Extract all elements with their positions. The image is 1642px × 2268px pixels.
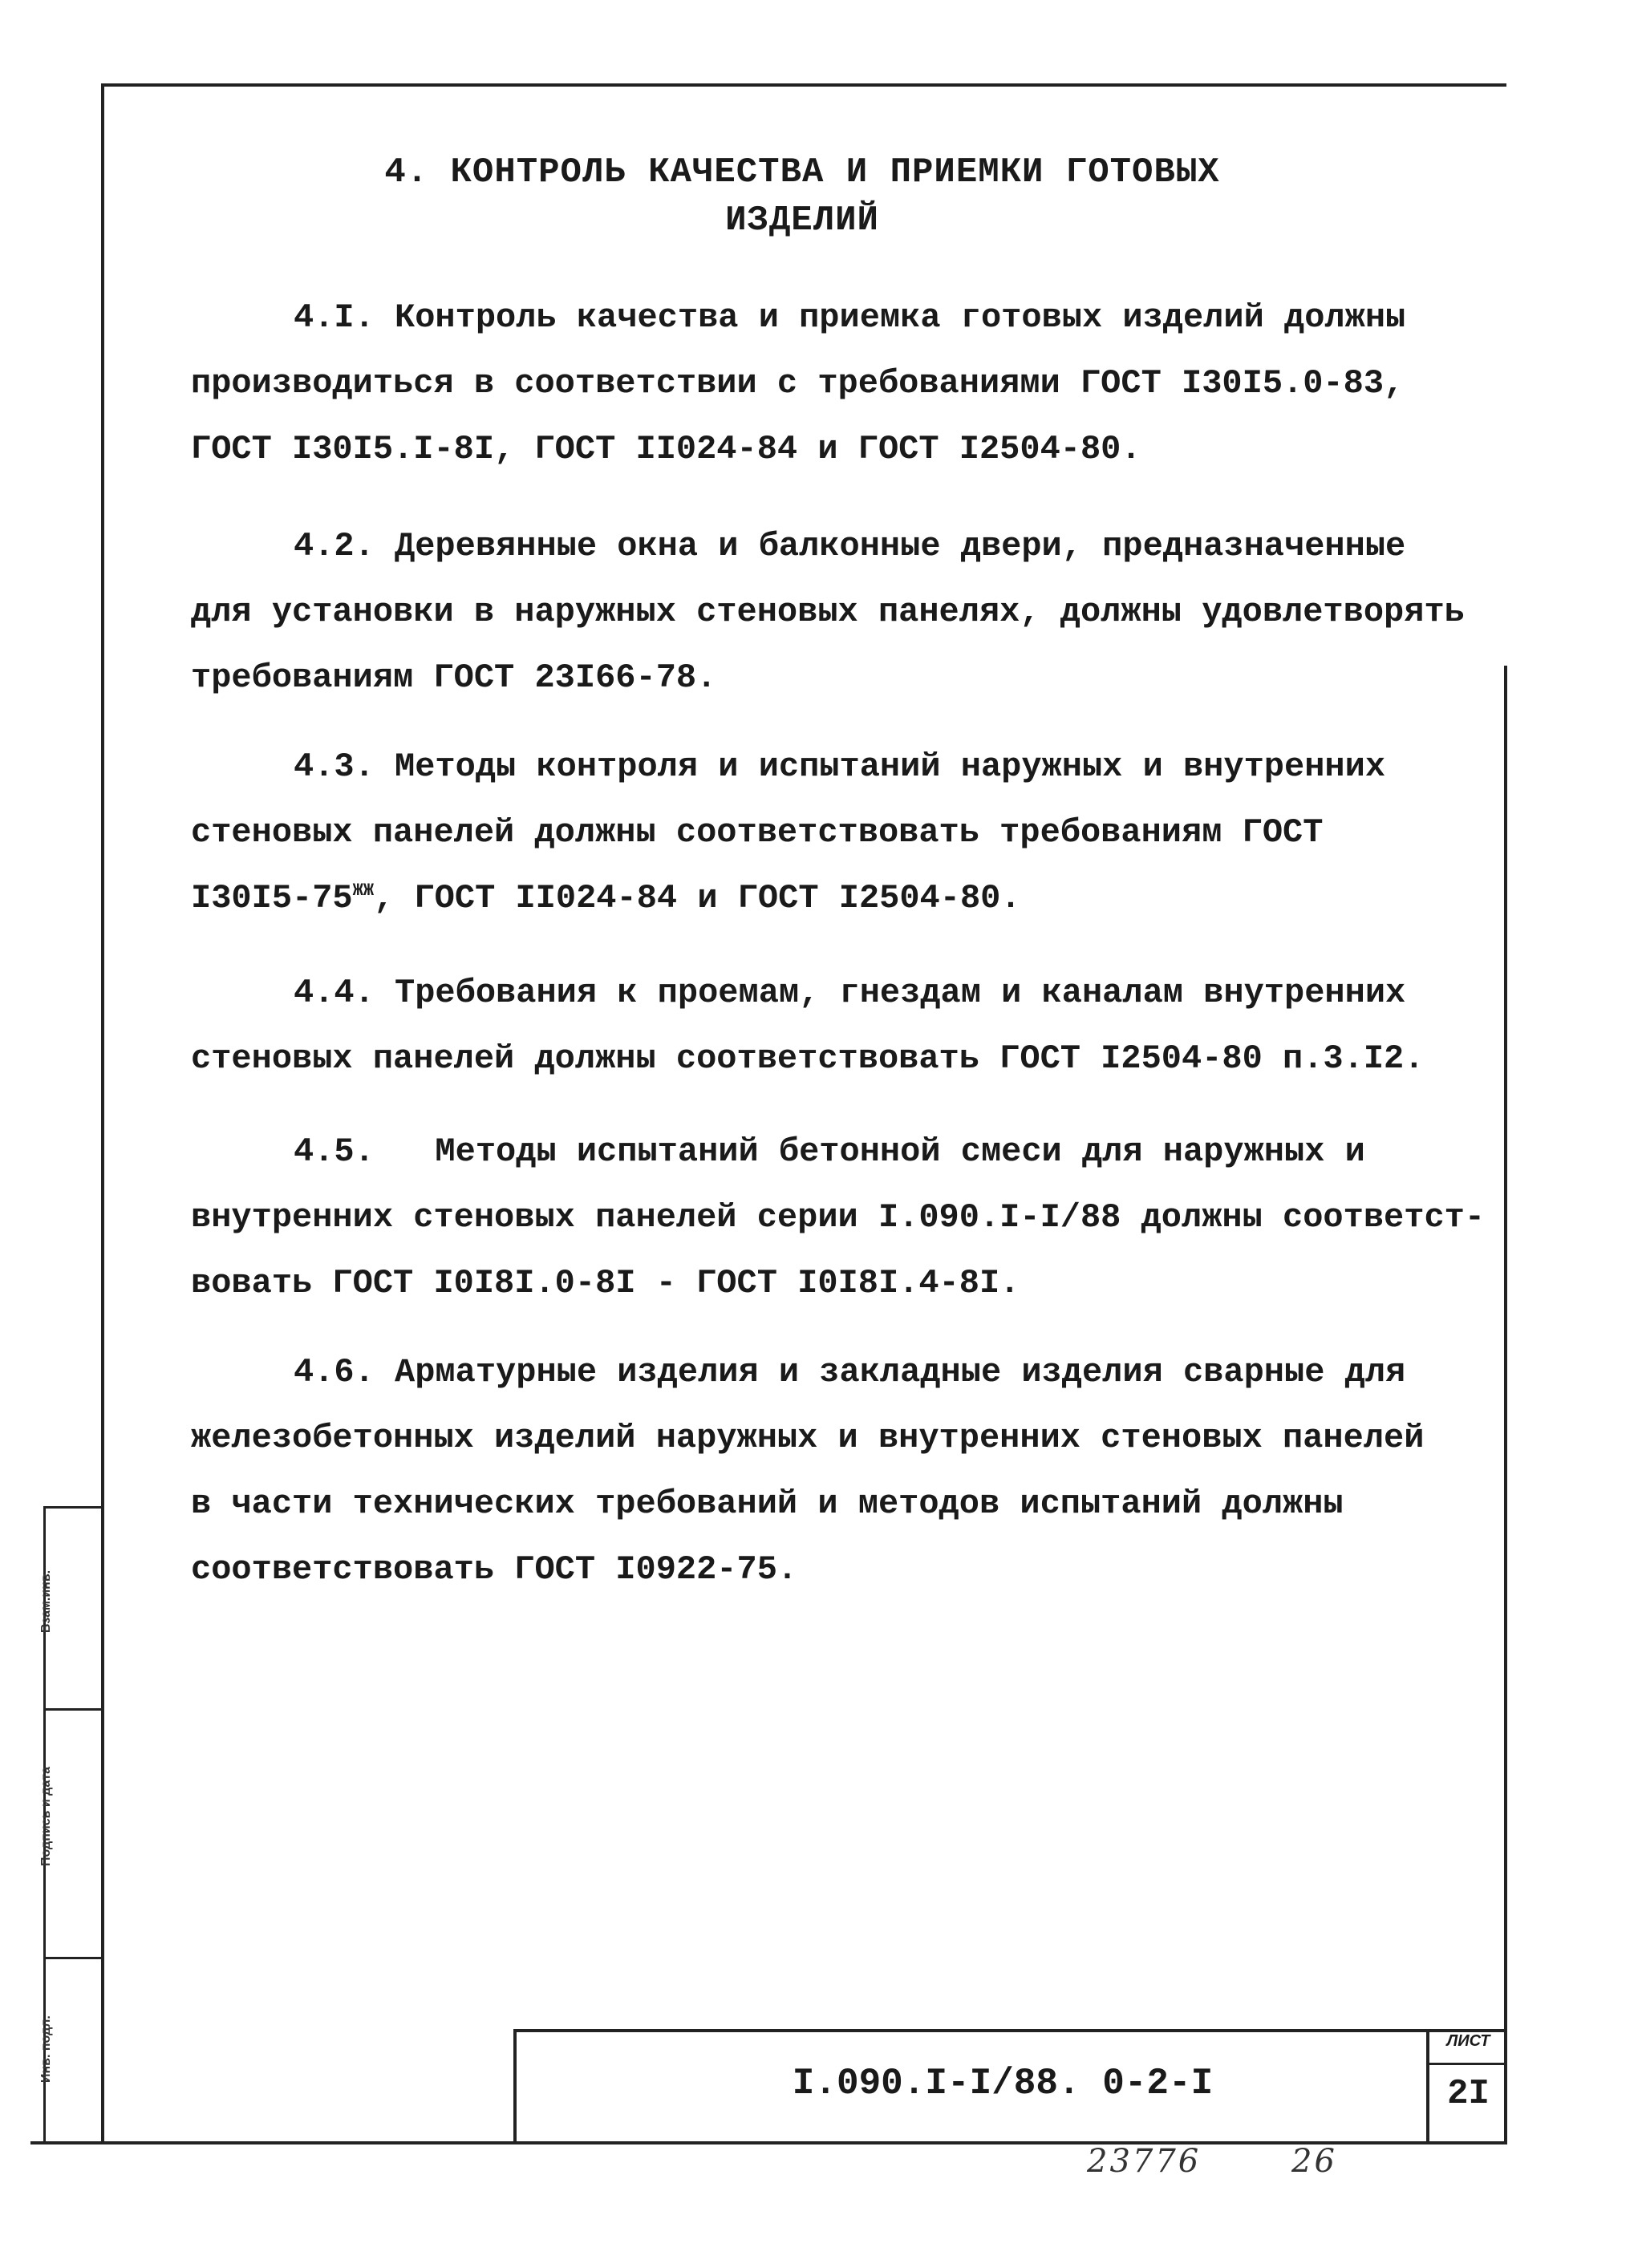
paragraph-line: 4.I. Контроль качества и приемка готовых изделий должны bbox=[294, 298, 1406, 337]
sheet-number: 2I bbox=[1447, 2074, 1490, 2114]
paragraph-line: вовать ГОСТ I0I8I.0-8I - ГОСТ I0I8I.4-8I. bbox=[191, 1264, 1020, 1302]
paragraph-4-4 bbox=[191, 960, 1474, 1091]
paragraph-line: стеновых панелей должны соответствовать требованиям ГОСТ bbox=[191, 813, 1324, 852]
side-stamp-divider bbox=[43, 1708, 103, 1711]
section-heading bbox=[241, 148, 1364, 245]
paragraph-line: ГОСТ I30I5.I-8I, ГОСТ II024-84 и ГОСТ I2504-80. bbox=[191, 430, 1141, 468]
frame-top-border bbox=[103, 83, 1506, 87]
paragraph-4-6 bbox=[191, 1339, 1474, 1602]
paragraph-line: производиться в соответствии с требованиями ГОСТ I30I5.0-83, bbox=[191, 364, 1405, 403]
paragraph-4-3 bbox=[191, 734, 1474, 931]
title-block-divider bbox=[1426, 2029, 1429, 2144]
document-code: I.090.I-I/88. 0-2-I bbox=[792, 2063, 1214, 2104]
section-heading-line2: ИЗДЕЛИЙ bbox=[725, 200, 879, 241]
paragraph-line: 4.4. Требования к проемам, гнездам и каналам внутренних bbox=[294, 974, 1406, 1012]
paragraph-line-tail: , ГОСТ II024-84 и ГОСТ I2504-80. bbox=[374, 879, 1021, 917]
paragraph-line: железобетонных изделий наружных и внутренних стеновых панелей bbox=[191, 1419, 1425, 1457]
gost-number: I30I5-75 bbox=[191, 879, 353, 917]
side-stamp-label-bottom: Инв. подл. bbox=[39, 2015, 53, 2083]
handwritten-number: 23776 bbox=[1087, 2143, 1202, 2180]
side-stamp-divider bbox=[43, 1506, 103, 1509]
paragraph-line: внутренних стеновых панелей серии I.090.I-I/88 должны соответст- bbox=[191, 1198, 1486, 1237]
paragraph-line: соответствовать ГОСТ I0922-75. bbox=[191, 1550, 798, 1589]
footnote-mark: ЖЖ bbox=[352, 881, 375, 901]
sheet-label: ЛИСТ bbox=[1446, 2032, 1490, 2050]
paragraph-4-1 bbox=[191, 285, 1474, 482]
paragraph-line: 4.3. Методы контроля и испытаний наружных и внутренних bbox=[294, 747, 1386, 786]
frame-right-border bbox=[1504, 666, 1507, 2144]
paragraph-line: стеновых панелей должны соответствовать ГОСТ I2504-80 п.3.I2. bbox=[191, 1039, 1425, 1078]
title-block-sheet-line bbox=[1429, 2063, 1507, 2065]
paragraph-4-5 bbox=[191, 1119, 1486, 1316]
side-stamp-label-mid: Подпись и дата bbox=[39, 1767, 53, 1866]
paragraph-line bbox=[191, 865, 1474, 931]
side-stamp-divider bbox=[43, 1957, 103, 1959]
paragraph-line: требованиям ГОСТ 23I66-78. bbox=[191, 658, 717, 697]
paragraph-line: 4.2. Деревянные окна и балконные двери, предназначенные bbox=[294, 527, 1406, 565]
paragraph-line: 4.5. Методы испытаний бетонной смеси для наружных и bbox=[294, 1132, 1365, 1171]
side-stamp-label-top: Взам.инв. bbox=[39, 1569, 53, 1634]
paragraph-line: в части технических требований и методов испытаний должны bbox=[191, 1484, 1344, 1523]
side-stamp bbox=[39, 1506, 103, 2141]
paragraph-4-2 bbox=[191, 513, 1474, 711]
section-heading-line1: 4. КОНТРОЛЬ КАЧЕСТВА И ПРИЕМКИ ГОТОВЫХ bbox=[384, 152, 1220, 192]
paragraph-line: для установки в наружных стеновых панелях, должны удовлетворять bbox=[191, 593, 1465, 631]
paragraph-line: 4.6. Арматурные изделия и закладные изделия сварные для bbox=[294, 1353, 1406, 1391]
handwritten-page: 26 bbox=[1291, 2143, 1337, 2180]
